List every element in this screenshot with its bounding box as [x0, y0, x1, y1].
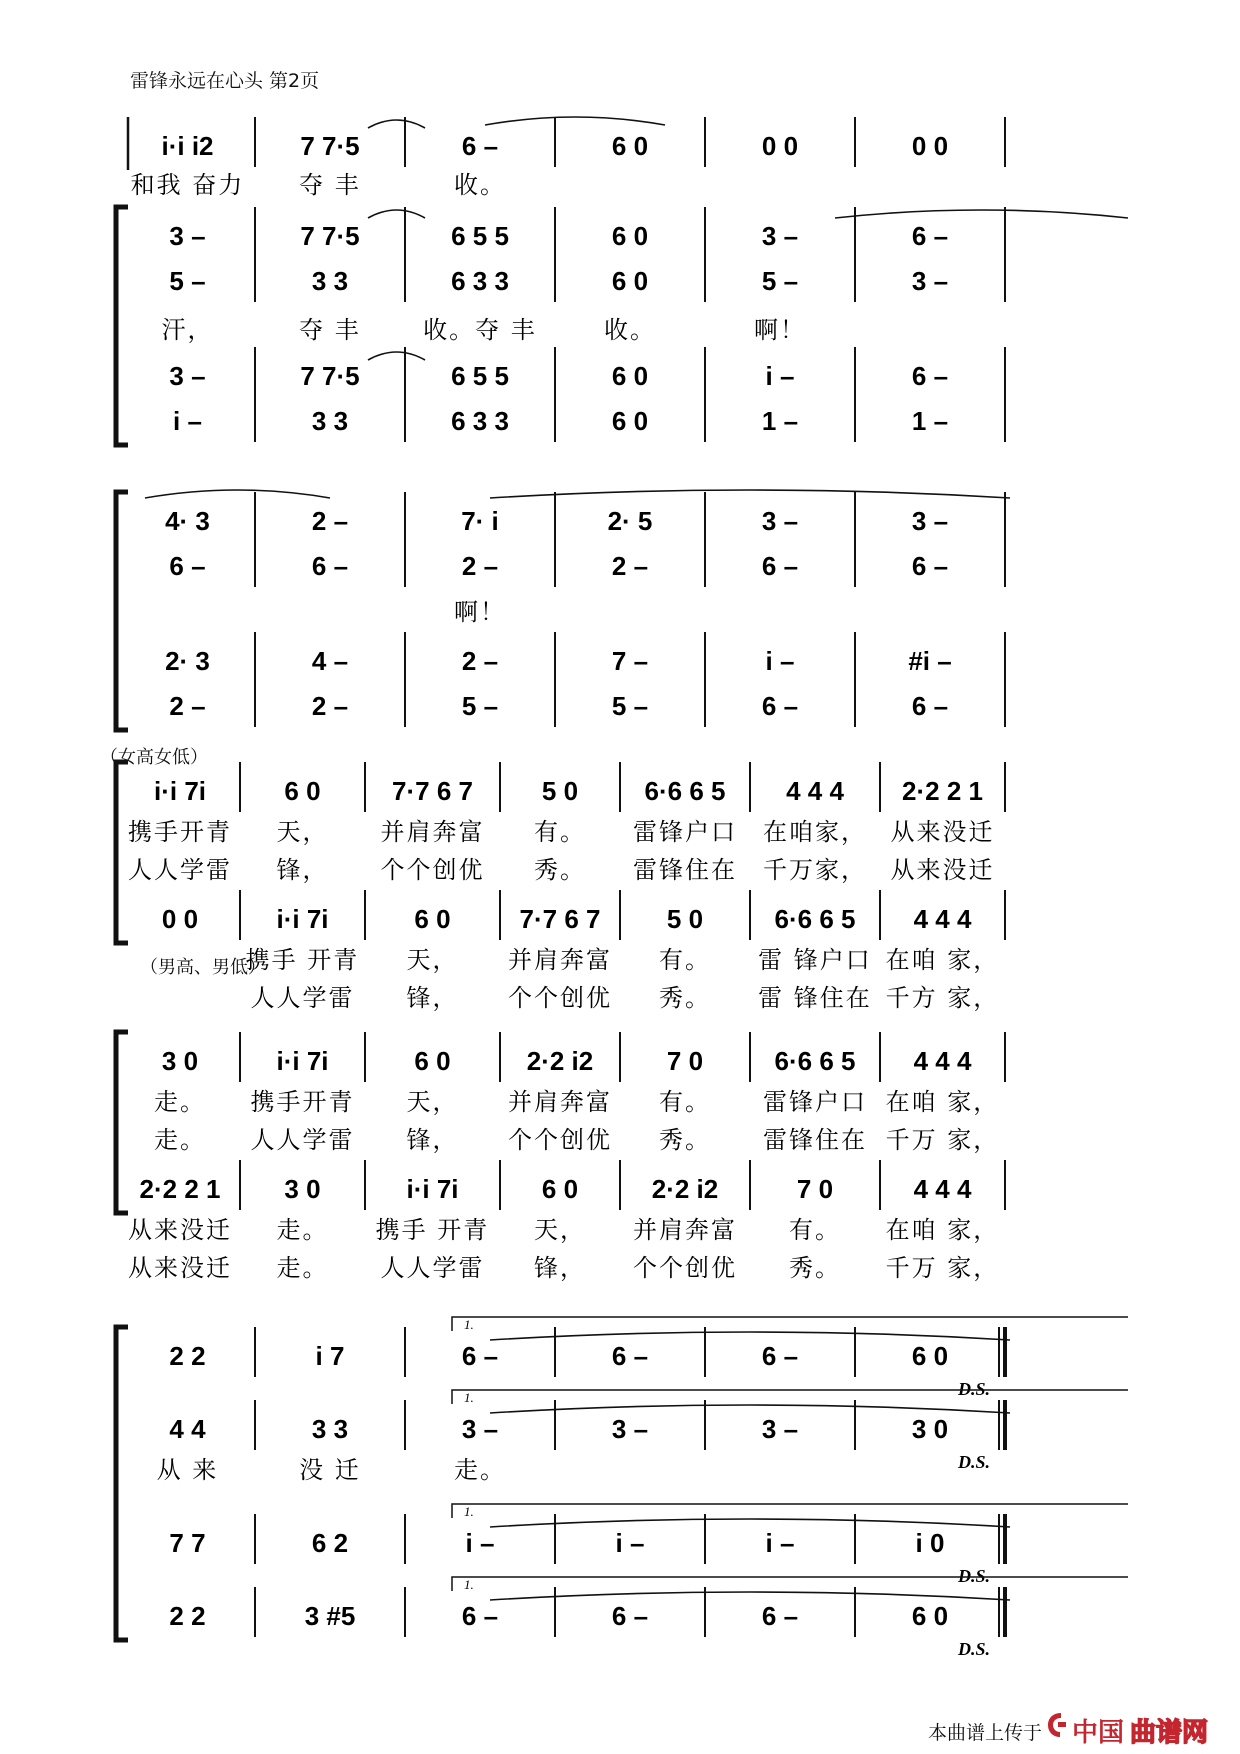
measure-notes: 6 0	[911, 1341, 949, 1371]
measure-notes: 3 3	[311, 266, 349, 296]
measure-notes: 3 –	[611, 1414, 649, 1444]
measure-notes: 6 0	[911, 1601, 949, 1631]
lyric-text: 汗，	[161, 316, 214, 344]
long-tie	[490, 490, 1010, 498]
lyric-text: 有。	[659, 1088, 711, 1116]
measure-notes: 6·6 6 5	[774, 904, 856, 934]
lyric-text: 个个创优	[633, 1254, 737, 1282]
lyric-text: 雷锋户口	[763, 1088, 867, 1116]
measure-notes: i –	[765, 361, 795, 391]
lyric-text: 锋，	[406, 984, 459, 1012]
measure-notes: 3 0	[161, 1046, 199, 1076]
measure-notes: 6 0	[611, 406, 649, 436]
system-bracket	[116, 1327, 128, 1640]
lyric-text: 秀。	[789, 1254, 841, 1282]
tie-slur	[368, 210, 425, 218]
lyric-text: 天，	[276, 818, 329, 846]
lyric-text: 秀。	[659, 1126, 711, 1154]
lyric-text: 千万 家，	[885, 1254, 1000, 1282]
measure-notes: 6 3 3	[451, 266, 509, 296]
lyric-text: 雷锋住在	[633, 856, 737, 884]
measure-notes: 6 5 5	[451, 361, 509, 391]
lyric-text: 走。	[454, 1456, 506, 1484]
measure-notes: i –	[173, 406, 202, 436]
measure-notes: 6 0	[611, 131, 649, 161]
lyric-text: 走。	[276, 1254, 329, 1282]
measure-notes: 6 –	[169, 551, 206, 581]
measure-notes: 6 –	[761, 1601, 799, 1631]
measure-notes: 4 4 4	[913, 1174, 972, 1204]
volta-number: 1.	[464, 1390, 474, 1405]
measure-notes: 6 0	[611, 361, 649, 391]
measure-notes: 4 4 4	[913, 1046, 972, 1076]
long-tie	[145, 490, 330, 498]
measure-notes: 2 –	[311, 691, 349, 721]
tie-slur	[368, 352, 425, 360]
measure-notes: 7 7	[169, 1528, 206, 1558]
lyric-text: 雷锋户口	[633, 818, 737, 846]
measure-notes: 3 –	[461, 1414, 499, 1444]
lyric-text: 锋，	[276, 856, 329, 884]
lyric-text: 夺 丰	[299, 171, 361, 199]
ds-marking: D.S.	[957, 1452, 990, 1472]
lyric-text: 在咱家，	[763, 818, 867, 846]
lyric-text: 携手开青	[128, 818, 232, 846]
measure-notes: i·i i2	[161, 131, 214, 161]
measure-notes: 0 0	[761, 131, 799, 161]
measure-notes: 3 3	[311, 406, 349, 436]
measure-notes: 2· 3	[165, 646, 210, 676]
measure-notes: 6 –	[911, 361, 949, 391]
lyric-text: 雷锋住在	[763, 1126, 867, 1154]
lyric-text: 从来没迁	[128, 1254, 232, 1282]
measure-notes: 6 –	[761, 1341, 799, 1371]
measure-notes: i 0	[915, 1528, 945, 1558]
measure-notes: 6 –	[911, 691, 949, 721]
lyric-text: 锋，	[406, 1126, 459, 1154]
measure-notes: 5 –	[461, 691, 499, 721]
measure-notes: 2·2 i2	[526, 1046, 594, 1076]
tie-slur	[368, 120, 425, 128]
volta-bracket	[452, 1504, 1128, 1518]
measure-notes: 3 –	[169, 221, 206, 251]
measure-notes: 2 –	[461, 551, 499, 581]
measure-notes: 4 4 4	[913, 904, 972, 934]
ds-marking: D.S.	[957, 1379, 990, 1399]
site-name-b: 曲谱网	[1130, 1718, 1209, 1748]
measure-notes: 6 –	[461, 131, 499, 161]
measure-notes: 6 0	[284, 776, 321, 806]
volta-bracket	[452, 1317, 1128, 1331]
measure-notes: i –	[615, 1528, 645, 1558]
measure-notes: 6 0	[414, 904, 451, 934]
measure-notes: 3 #5	[304, 1601, 356, 1631]
measure-notes: 7 0	[666, 1046, 704, 1076]
lyric-text: 人人学雷	[128, 856, 232, 884]
measure-notes: 4 4 4	[786, 776, 844, 806]
measure-notes: 2 –	[169, 691, 206, 721]
lyric-text: 收。	[604, 316, 656, 344]
page-header: 雷锋永远在心头 第2页	[130, 70, 320, 92]
ds-marking: D.S.	[957, 1566, 990, 1586]
lyric-text: 并肩奔富	[380, 818, 485, 846]
long-tie	[835, 210, 1128, 218]
lyric-text: 天，	[406, 946, 459, 974]
lyric-text: 千万 家，	[885, 1126, 1000, 1154]
lyric-text: 秀。	[534, 856, 586, 884]
volta-number: 1.	[464, 1577, 474, 1592]
measure-notes: 6 0	[541, 1174, 579, 1204]
lyric-text: 雷 锋户口	[758, 946, 872, 974]
measure-notes: 6 5 5	[451, 221, 509, 251]
lyric-text: 天，	[406, 1088, 459, 1116]
system-bracket	[116, 207, 128, 445]
measure-notes: 2 –	[611, 551, 649, 581]
system-bracket	[116, 762, 128, 943]
measure-notes: 6 0	[414, 1046, 451, 1076]
measure-notes: 3 –	[169, 361, 206, 391]
lyric-text: 啊！	[754, 316, 806, 344]
long-tie	[490, 1405, 1010, 1413]
measure-notes: 6 –	[461, 1601, 499, 1631]
measure-notes: 4· 3	[165, 506, 210, 536]
measure-notes: 3 3	[311, 1414, 349, 1444]
lyric-text: 没 迁	[299, 1456, 361, 1484]
measure-notes: 7 7·5	[300, 221, 360, 251]
measure-notes: 3 –	[761, 506, 799, 536]
measure-notes: 7 0	[796, 1174, 834, 1204]
measure-notes: 5 –	[611, 691, 649, 721]
measure-notes: i·i 7i	[406, 1174, 459, 1204]
measure-notes: 2·2 2 1	[139, 1174, 221, 1204]
lyric-text: 走。	[154, 1088, 206, 1116]
measure-notes: 2·2 i2	[651, 1174, 719, 1204]
lyric-text: 并肩奔富	[633, 1216, 737, 1244]
volta-bracket	[452, 1577, 1128, 1591]
measure-notes: 4 4	[169, 1414, 206, 1444]
measure-notes: 1 –	[761, 406, 799, 436]
site-logo-icon	[1046, 1711, 1068, 1739]
long-tie	[490, 1332, 1010, 1340]
measure-notes: 2 2	[169, 1341, 206, 1371]
measure-notes: 7 7·5	[300, 361, 360, 391]
measure-notes: 3 –	[761, 1414, 799, 1444]
lyric-text: 携手 开青	[375, 1216, 490, 1244]
lyric-text: 在咱 家，	[885, 1088, 1000, 1116]
lyric-text: 个个创优	[508, 984, 612, 1012]
tie-slur	[485, 117, 665, 125]
measure-notes: i –	[765, 646, 795, 676]
measure-notes: #i –	[908, 646, 952, 676]
lyric-text: 秀。	[659, 984, 711, 1012]
measure-notes: i –	[765, 1528, 795, 1558]
measure-notes: 2· 5	[607, 506, 653, 536]
lyric-text: 在咱 家，	[885, 1216, 1000, 1244]
volta-number: 1.	[464, 1504, 474, 1519]
lyric-text: 并肩奔富	[508, 1088, 612, 1116]
lyric-text: 走。	[154, 1126, 206, 1154]
footer-text: 本曲谱上传于	[928, 1722, 1043, 1744]
lyric-text: 和我 奋力	[130, 171, 245, 199]
lyric-text: 有。	[789, 1216, 841, 1244]
lyric-text: 走。	[276, 1216, 329, 1244]
site-name-a: 中国	[1072, 1718, 1125, 1748]
measure-notes: 7· i	[461, 506, 499, 536]
women-part-label: （女高女低）	[100, 747, 208, 768]
measure-notes: 2 –	[461, 646, 499, 676]
measure-notes: 2 2	[169, 1601, 206, 1631]
lyric-text: 个个创优	[508, 1126, 612, 1154]
measure-notes: i·i 7i	[153, 776, 207, 806]
volta-bracket	[452, 1390, 1128, 1404]
lyric-text: 从来没迁	[890, 818, 995, 846]
measure-notes: 7 7·5	[300, 131, 360, 161]
lyric-text: 锋，	[534, 1254, 586, 1282]
lyric-text: 人人学雷	[380, 1254, 485, 1282]
measure-notes: 6 –	[611, 1341, 649, 1371]
measure-notes: 2 –	[311, 506, 349, 536]
long-tie	[490, 1519, 1010, 1527]
measure-notes: 6 –	[911, 221, 949, 251]
lyric-text: 啊！	[454, 598, 506, 626]
system-bracket	[116, 1032, 128, 1213]
measure-notes: 6·6 6 5	[644, 776, 726, 806]
measure-notes: i·i 7i	[276, 904, 329, 934]
measure-notes: 5 0	[666, 904, 704, 934]
measure-notes: 4 –	[311, 646, 349, 676]
measure-notes: 5 –	[169, 266, 206, 296]
lyric-text: 收。	[454, 171, 506, 199]
lyric-text: 个个创优	[380, 856, 485, 884]
measure-notes: i –	[465, 1528, 495, 1558]
lyric-text: 有。	[659, 946, 711, 974]
measure-notes: i·i 7i	[276, 1046, 329, 1076]
lyric-text: 天，	[534, 1216, 586, 1244]
measure-notes: 6 –	[911, 551, 949, 581]
lyric-text: 在咱 家，	[885, 946, 1000, 974]
lyric-text: 携手 开青	[245, 946, 360, 974]
lyric-text: 收。夺 丰	[423, 316, 537, 344]
measure-notes: 3 –	[911, 506, 949, 536]
measure-notes: 6 –	[461, 1341, 499, 1371]
ds-marking: D.S.	[957, 1639, 990, 1659]
measure-notes: 1 –	[911, 406, 949, 436]
long-tie	[490, 1592, 1010, 1600]
measure-notes: 5 –	[761, 266, 799, 296]
lyric-text: 从来没迁	[890, 856, 995, 884]
lyric-text: 雷 锋住在	[758, 984, 872, 1012]
measure-notes: 0 0	[911, 131, 949, 161]
measure-notes: 6 2	[311, 1528, 349, 1558]
system-bracket	[116, 492, 128, 730]
measure-notes: 6·6 6 5	[774, 1046, 856, 1076]
measure-notes: 6 –	[761, 551, 799, 581]
lyric-text: 携手开青	[250, 1088, 355, 1116]
volta-number: 1.	[464, 1317, 474, 1332]
measure-notes: 7·7 6 7	[519, 904, 601, 934]
measure-notes: 6 0	[611, 221, 649, 251]
measure-notes: 3 –	[911, 266, 949, 296]
measure-notes: 0 0	[161, 904, 199, 934]
measure-notes: 6 0	[611, 266, 649, 296]
measure-notes: 2·2 2 1	[902, 776, 983, 806]
measure-notes: 7·7 6 7	[392, 776, 473, 806]
measure-notes: i 7	[315, 1341, 345, 1371]
lyric-text: 夺 丰	[299, 316, 361, 344]
lyric-text: 从 来	[156, 1456, 219, 1484]
lyric-text: 人人学雷	[250, 1126, 355, 1154]
lyric-text: 有。	[534, 818, 586, 846]
lyric-text: 千万家，	[763, 856, 867, 884]
measure-notes: 7 –	[611, 646, 649, 676]
measure-notes: 3 0	[284, 1174, 321, 1204]
measure-notes: 3 –	[761, 221, 799, 251]
men-part-label: （男高、男低）	[140, 957, 266, 978]
lyric-text: 从来没迁	[128, 1216, 232, 1244]
lyric-text: 千方 家，	[885, 984, 1000, 1012]
measure-notes: 6 3 3	[451, 406, 509, 436]
measure-notes: 6 –	[761, 691, 799, 721]
lyric-text: 并肩奔富	[508, 946, 612, 974]
lyric-text: 人人学雷	[250, 984, 355, 1012]
measure-notes: 6 –	[311, 551, 349, 581]
measure-notes: 3 0	[911, 1414, 949, 1444]
measure-notes: 5 0	[541, 776, 579, 806]
measure-notes: 6 –	[611, 1601, 649, 1631]
